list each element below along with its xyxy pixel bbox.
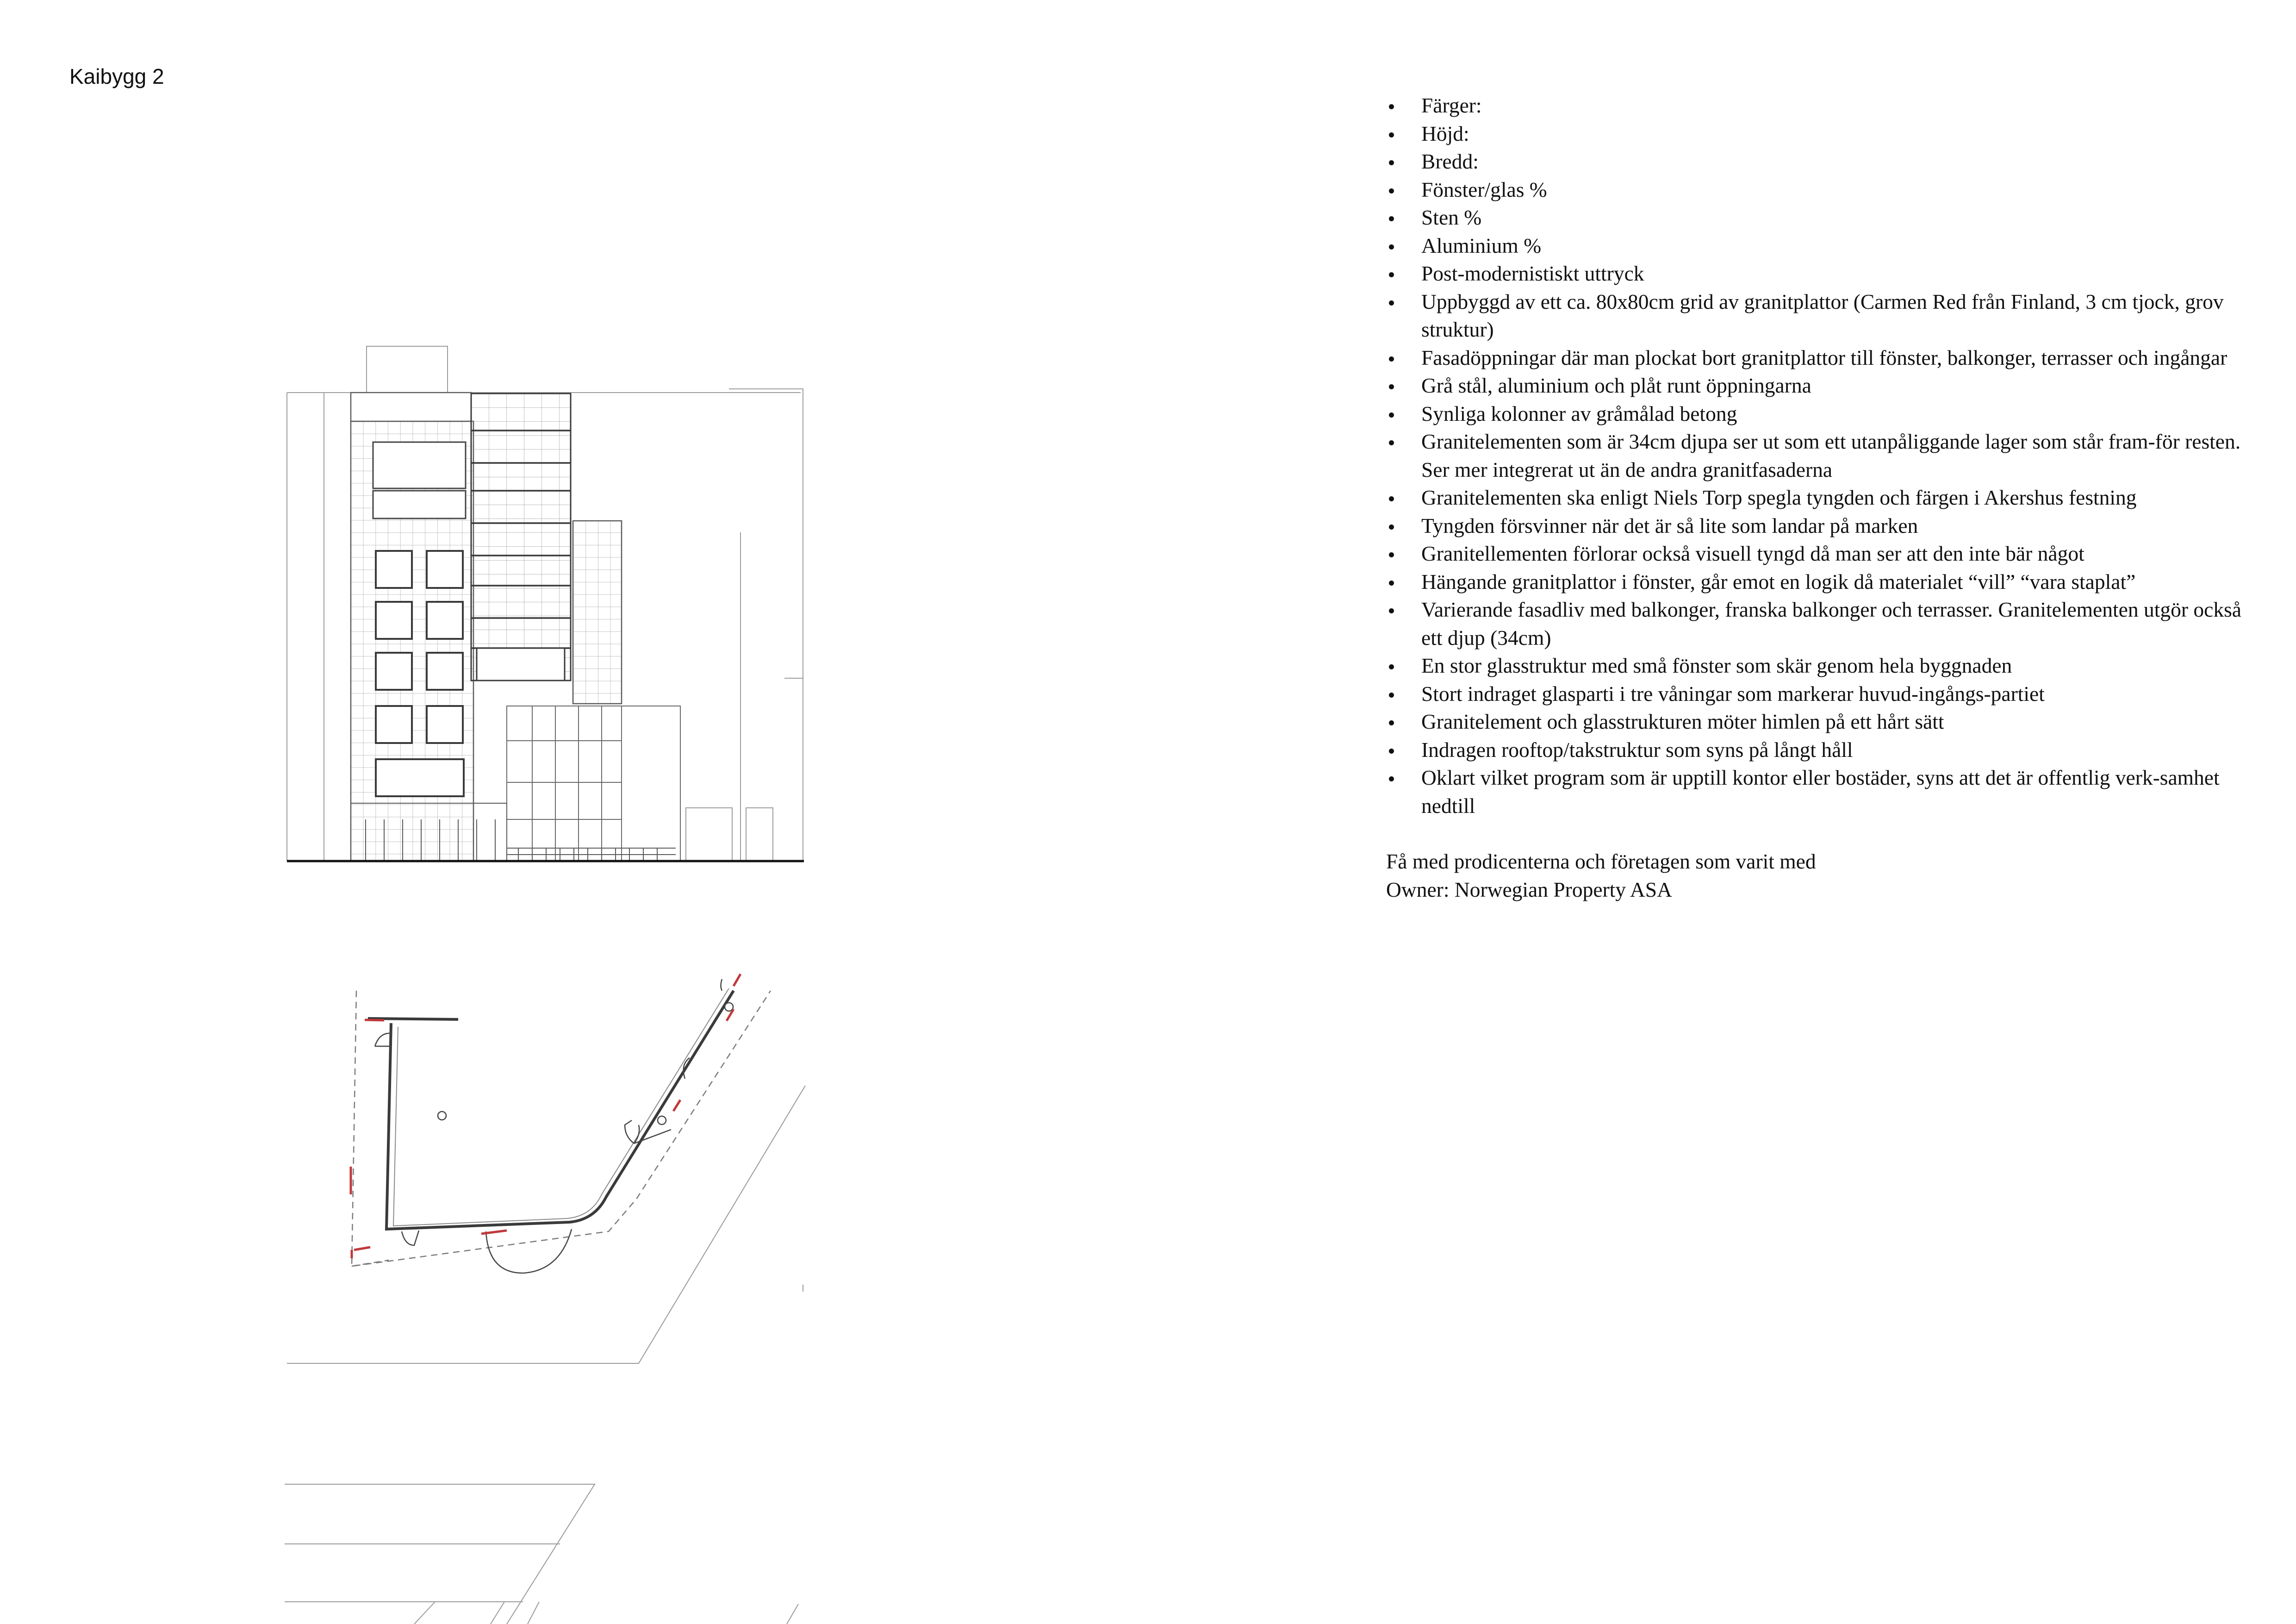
notes-footer [1386, 848, 2252, 904]
list-item: Bredd: [1386, 148, 2252, 176]
notes-panel [1386, 92, 2252, 904]
list-item: Indragen rooftop/takstruktur som syns på långt håll [1386, 736, 2252, 764]
list-item: En stor glasstruktur med små fönster som skär genom hela byggnaden [1386, 652, 2252, 680]
list-item: Granitellementen förlorar också visuell tyngd då man ser att den inte bär något [1386, 540, 2252, 568]
site-lines [287, 1086, 805, 1363]
list-item: Färger: [1386, 92, 2252, 120]
ground-floor-plan-drawing [278, 968, 810, 1370]
list-item: Fasadöppningar där man plockat bort granitplattor till fönster, balkonger, terrasser och ingångar [1386, 344, 2252, 372]
list-item: Fönster/glas % [1386, 176, 2252, 204]
list-item: Post-modernistiskt uttryck [1386, 260, 2252, 288]
building-outline-thin [393, 988, 729, 1226]
list-item: Granitelementen som är 34cm djupa ser ut som ett utanpåliggande lager som står fram-för resten. Ser mer integrerat ut än de andra granitfasaderna [1386, 428, 2252, 484]
list-item: Oklart vilket program som är upptill kontor eller bostäder, syns att det är offentlig verk-samhet nedtill [1386, 764, 2252, 820]
list-item: Granitelement och glasstrukturen möter himlen på ett hårt sätt [1386, 708, 2252, 736]
footer-line-contributors: Få med prodicenterna och företagen som varit med [1386, 849, 1816, 873]
list-item: Varierande fasadliv med balkonger, franska balkonger och terrasser. Granitelementen utgör också ett djup (34cm) [1386, 596, 2252, 652]
notes-list [1386, 92, 2252, 820]
footer-line-owner: Owner: Norwegian Property ASA [1386, 877, 1672, 901]
page-title: Kaibygg 2 [69, 64, 164, 88]
site-plan-fragment [278, 1481, 810, 1624]
doors [375, 979, 722, 1273]
list-item: Höjd: [1386, 120, 2252, 148]
facade-elevation-drawing [278, 333, 810, 870]
list-item: Synliga kolonner av gråmålad betong [1386, 400, 2252, 428]
granite-elements-plan [351, 974, 740, 1258]
glass-structure [471, 394, 571, 681]
entrance-glazing [507, 706, 680, 861]
list-item: Tyngden försvinner när det är så lite som landar på marken [1386, 512, 2252, 540]
list-item: Aluminium % [1386, 232, 2252, 260]
list-item: Granitelementen ska enligt Niels Torp spegla tyngden och färgen i Akershus festning [1386, 484, 2252, 512]
building-walls [368, 991, 734, 1229]
list-item: Hängande granitplattor i fönster, går emot en logik då materialet “vill” “vara staplat” [1386, 568, 2252, 596]
list-item: Uppbyggd av ett ca. 80x80cm grid av granitplattor (Carmen Red från Finland, 3 cm tjock, grov struktur) [1386, 288, 2252, 344]
list-item: Stort indraget glasparti i tre våningar som markerar huvud-ingångs-partiet [1386, 680, 2252, 708]
list-item: Grå stål, aluminium och plåt runt öppningarna [1386, 372, 2252, 400]
list-item: Sten % [1386, 204, 2252, 232]
